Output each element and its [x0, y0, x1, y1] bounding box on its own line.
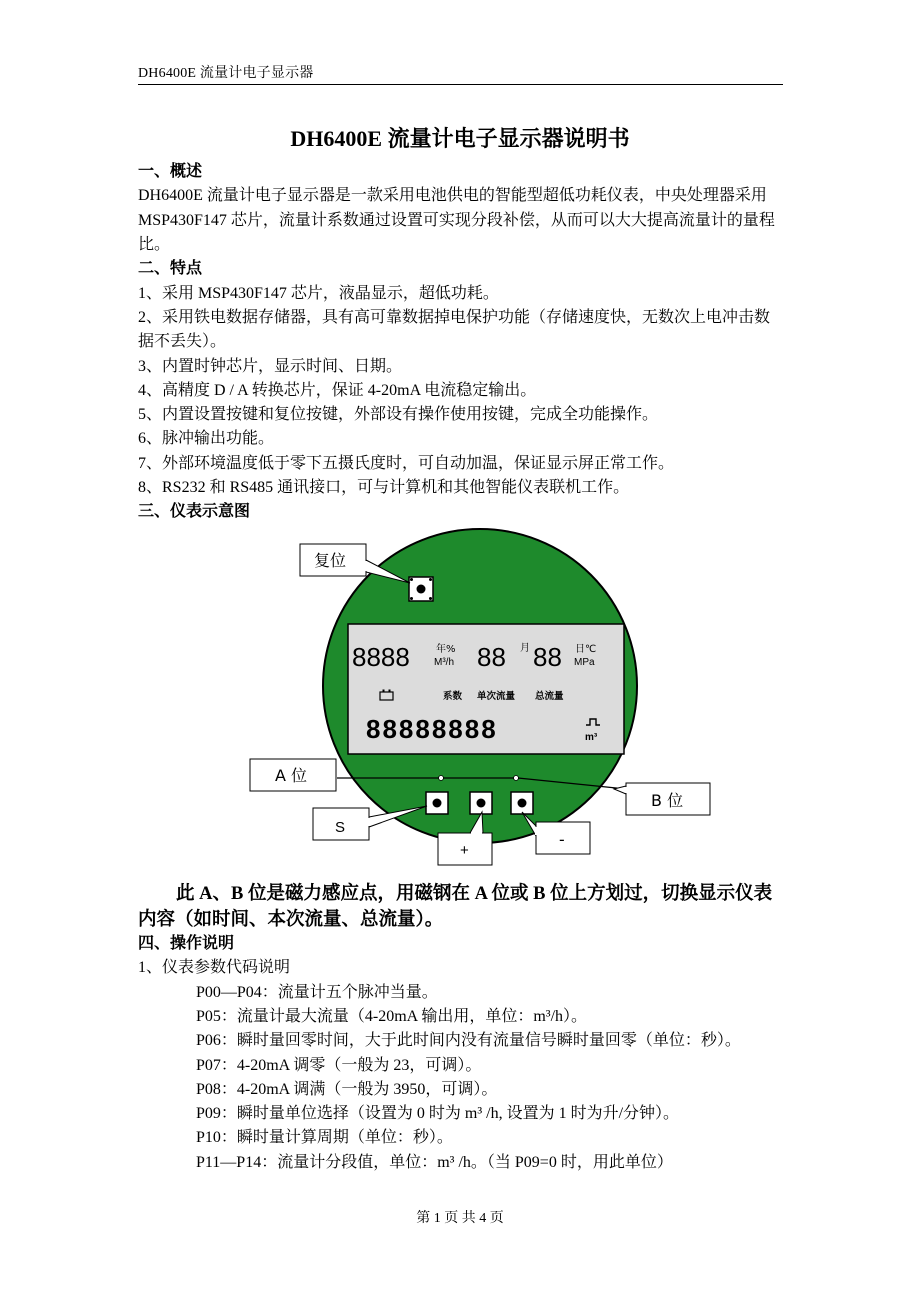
overview-line-1: DH6400E 流量计电子显示器是一款采用电池供电的智能型超低功耗仪表，中央处理器采用	[138, 187, 767, 204]
lcd-unit-a-bottom: M³/h	[434, 657, 454, 668]
section-heading-diagram: 三、仪表示意图	[138, 503, 251, 520]
page-title: DH6400E 流量计电子显示器说明书	[290, 126, 630, 151]
plus-key-shape	[470, 792, 492, 814]
s-key-shape	[426, 792, 448, 814]
feature-item: 6、脉冲输出功能。	[138, 430, 275, 447]
page-header: DH6400E 流量计电子显示器	[138, 66, 314, 81]
section-heading-operation: 四、操作说明	[138, 935, 235, 952]
callout-b-label: B 位	[651, 791, 684, 810]
overview-line-3: 比。	[138, 236, 171, 253]
feature-item: 8、RS232 和 RS485 通讯接口，可与计算机和其他智能仪表联机工作。	[138, 478, 630, 496]
feature-item: 1、采用 MSP430F147 芯片，液晶显示，超低功耗。	[138, 284, 499, 302]
lcd-month-label: 月	[520, 643, 530, 654]
callout-a-label: A 位	[275, 766, 308, 785]
magnet-note-line-2: 内容（如时间、本次流量、总流量）。	[138, 910, 444, 930]
lcd-digits-b: 88	[477, 642, 506, 672]
callout-plus-label: +	[460, 842, 469, 859]
lcd-digits-c: 88	[533, 642, 562, 672]
feature-item: 4、高精度 D / A 转换芯片，保证 4-20mA 电流稳定输出。	[138, 381, 537, 399]
section-heading-overview: 一、概述	[138, 163, 203, 180]
param-item: P11—P14：流量计分段值，单位：m³ /h。（当 P09=0 时，用此单位）	[196, 1153, 673, 1171]
section-heading-features: 二、特点	[138, 260, 203, 277]
feature-item: 7、外部环境温度低于零下五摄氏度时，可自动加温，保证显示屏正常工作。	[138, 454, 675, 472]
lcd-unit-m3: m³	[585, 732, 598, 743]
param-item: P05：流量计最大流量（4-20mA 输出用，单位：m³/h）。	[196, 1008, 588, 1025]
magnet-point-a	[439, 776, 444, 781]
reset-button-shape	[409, 577, 433, 601]
magnet-point-b	[514, 776, 519, 781]
param-item: P10：瞬时量计算周期（单位：秒）。	[196, 1129, 453, 1146]
overview-line-2: MSP430F147 芯片，流量计系数通过设置可实现分段补偿，从而可以大大提高流量计的量程	[138, 211, 775, 229]
param-item: P09：瞬时量单位选择（设置为 0 时为 m³ /h, 设置为 1 时为升/分钟）。	[196, 1105, 680, 1122]
magnet-note-line-1: 此 A、B 位是磁力感应点，用磁钢在 A 位或 B 位上方划过，切换显示仪表	[176, 884, 773, 904]
feature-item: 5、内置设置按键和复位按键，外部设有操作使用按键，完成全功能操作。	[138, 406, 659, 423]
feature-item: 3、内置时钟芯片，显示时间、日期。	[138, 357, 403, 375]
lcd-label-coef: 系数	[443, 691, 463, 702]
lcd-label-single-flow: 单次流量	[477, 691, 516, 702]
lcd-digits-a: 8888	[352, 642, 410, 672]
lcd-label-total-flow: 总流量	[535, 691, 564, 702]
callout-s-label: S	[335, 819, 346, 836]
lcd-unit-c-bottom: MPa	[574, 657, 595, 668]
param-item: P00—P04：流量计五个脉冲当量。	[196, 983, 438, 1001]
callout-reset-label: 复位	[314, 551, 347, 570]
callout-minus-label: -	[559, 830, 565, 849]
feature-item: 2、采用铁电数据存储器，具有高可靠数据掉电保护功能（存储速度快，无数次上电冲击数	[138, 309, 771, 326]
param-item: P07：4-20mA 调零（一般为 23，可调）。	[196, 1056, 482, 1074]
minus-key-shape	[511, 792, 533, 814]
param-item: P06：瞬时量回零时间，大于此时间内没有流量信号瞬时量回零（单位：秒）。	[196, 1032, 741, 1049]
feature-item: 据不丢失）。	[138, 333, 227, 350]
lcd-digits-total: 88888888	[366, 714, 498, 744]
lcd-unit-c-top: 日℃	[575, 644, 597, 655]
page-footer: 第 1 页 共 4 页	[416, 1211, 504, 1226]
param-item: P08：4-20mA 调满（一般为 3950，可调）。	[196, 1080, 498, 1098]
lcd-unit-a-top: 年%	[436, 644, 456, 655]
operation-sub-heading: 1、仪表参数代码说明	[138, 959, 291, 976]
